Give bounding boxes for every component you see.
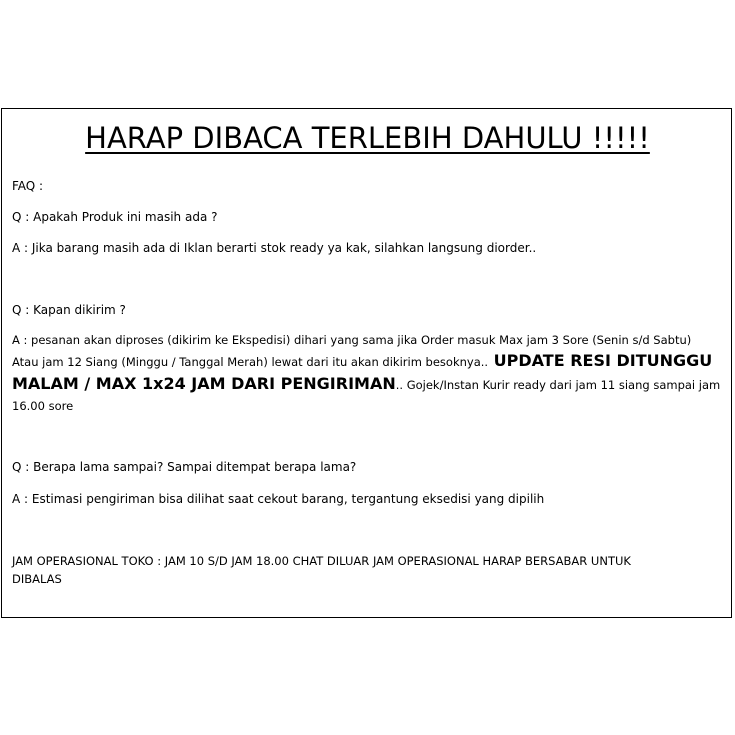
answer-2-emphasis-2: MALAM / MAX 1x24 JAM DARI PENGIRIMAN bbox=[12, 374, 396, 393]
answer-2-line-2 bbox=[12, 351, 712, 370]
question-3: Q : Berapa lama sampai? Sampai ditempat berapa lama? bbox=[12, 460, 357, 474]
answer-1: A : Jika barang masih ada di Iklan berarti stok ready ya kak, silahkan langsung diorder.. bbox=[12, 241, 537, 255]
faq-notice-card bbox=[1, 108, 732, 618]
answer-2-text: Atau jam 12 Siang (Minggu / Tanggal Merah) lewat dari itu akan dikirim besoknya.. bbox=[12, 355, 489, 369]
answer-2-emphasis: UPDATE RESI DITUNGGU bbox=[488, 351, 713, 370]
notice-title: HARAP DIBACA TERLEBIH DAHULU !!!!! bbox=[85, 121, 650, 155]
answer-2-line-3 bbox=[12, 374, 720, 393]
hours-line-1: JAM OPERASIONAL TOKO : JAM 10 S/D JAM 18.00 CHAT DILUAR JAM OPERASIONAL HARAP BERSABAR UNTUK bbox=[12, 554, 631, 568]
answer-2-line-4: 16.00 sore bbox=[12, 399, 74, 413]
answer-3: A : Estimasi pengiriman bisa dilihat saat cekout barang, tergantung eksedisi yang dipilih bbox=[12, 492, 545, 506]
question-1: Q : Apakah Produk ini masih ada ? bbox=[12, 210, 218, 224]
answer-2-line-1: A : pesanan akan diproses (dikirim ke Ekspedisi) dihari yang sama jika Order masuk Max jam 3 Sore (Senin s/d Sabtu) bbox=[12, 333, 692, 347]
faq-label: FAQ : bbox=[12, 179, 44, 193]
question-2: Q : Kapan dikirim ? bbox=[12, 303, 126, 317]
hours-line-2: DIBALAS bbox=[12, 572, 62, 586]
answer-2-text-2: .. Gojek/Instan Kurir ready dari jam 11 siang sampai jam bbox=[395, 378, 721, 392]
